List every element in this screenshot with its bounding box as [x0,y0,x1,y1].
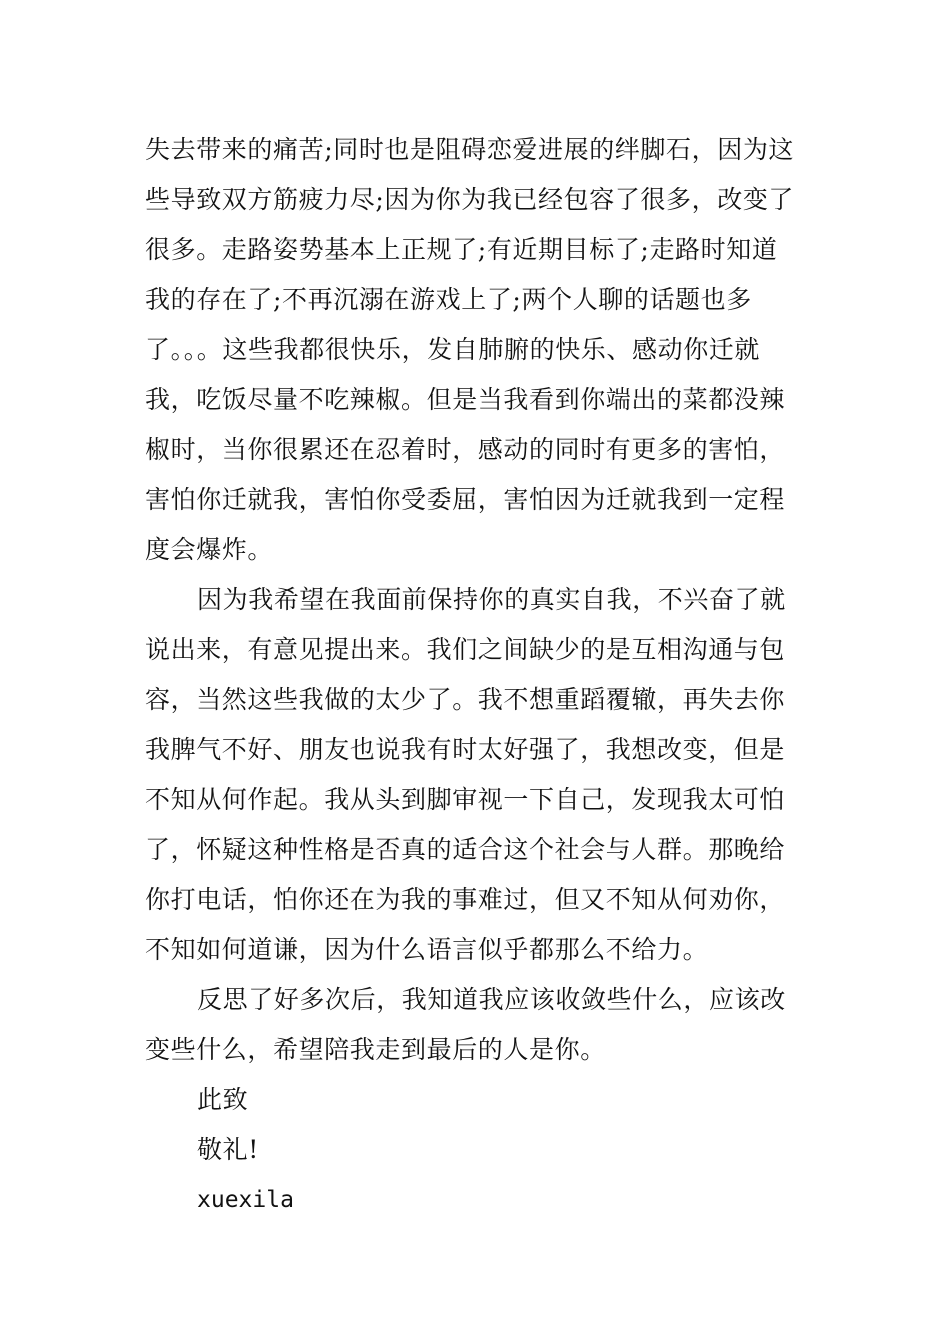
closing-block [197,1075,294,1225]
paragraph-2-line: 容，当然这些我做的太少了。我不想重蹈覆辙，再失去你 [145,685,786,714]
paragraph-2-line: 因为我希望在我面前保持你的真实自我，不兴奋了就 [197,585,786,614]
paragraph-2-line: 你打电话，怕你还在为我的事难过，但又不知从何劝你， [145,885,786,914]
paragraph-3-line: 反思了好多次后，我知道我应该收敛些什么，应该改 [197,985,786,1014]
paragraph-2-line: 不知如何道谦，因为什么语言似乎都那么不给力。 [145,935,709,964]
paragraph-2-line: 了，怀疑这种性格是否真的适合这个社会与人群。那晚给 [145,835,786,864]
paragraph-1-line: 害怕你迁就我，害怕你受委屈，害怕因为迁就我到一定程 [145,485,786,514]
signature: xuexila [197,1187,294,1213]
paragraph-1-line: 失去带来的痛苦;同时也是阻碍恋爱进展的绊脚石，因为这 [145,135,795,164]
paragraph-2-line: 说出来，有意见提出来。我们之间缺少的是互相沟通与包 [145,635,786,664]
paragraph-1-line: 很多。走路姿势基本上正规了;有近期目标了;走路时知道 [145,235,778,264]
paragraph-1-line: 了。。。这些我都很快乐，发自肺腑的快乐、感动你迁就 [145,335,761,364]
paragraph-1 [145,125,810,1075]
paragraph-1-line: 我，吃饭尽量不吃辣椒。但是当我看到你端出的菜都没辣 [145,385,786,414]
paragraph-1-line: 我的存在了;不再沉溺在游戏上了;两个人聊的话题也多 [145,285,752,314]
paragraph-1-line: 度会爆炸。 [145,535,274,564]
closing-salutation: 此致 [197,1085,249,1114]
paragraph-3-line: 变些什么，希望陪我走到最后的人是你。 [145,1035,606,1064]
closing-regards: 敬礼! [197,1135,259,1164]
paragraph-2-line: 我脾气不好、朋友也说我有时太好强了，我想改变，但是 [145,735,786,764]
paragraph-1-line: 些导致双方筋疲力尽;因为你为我已经包容了很多，改变了 [145,185,795,214]
paragraph-2-line: 不知从何作起。我从头到脚审视一下自己，发现我太可怕 [145,785,786,814]
paragraph-1-line: 椒时，当你很累还在忍着时，感动的同时有更多的害怕， [145,435,786,464]
